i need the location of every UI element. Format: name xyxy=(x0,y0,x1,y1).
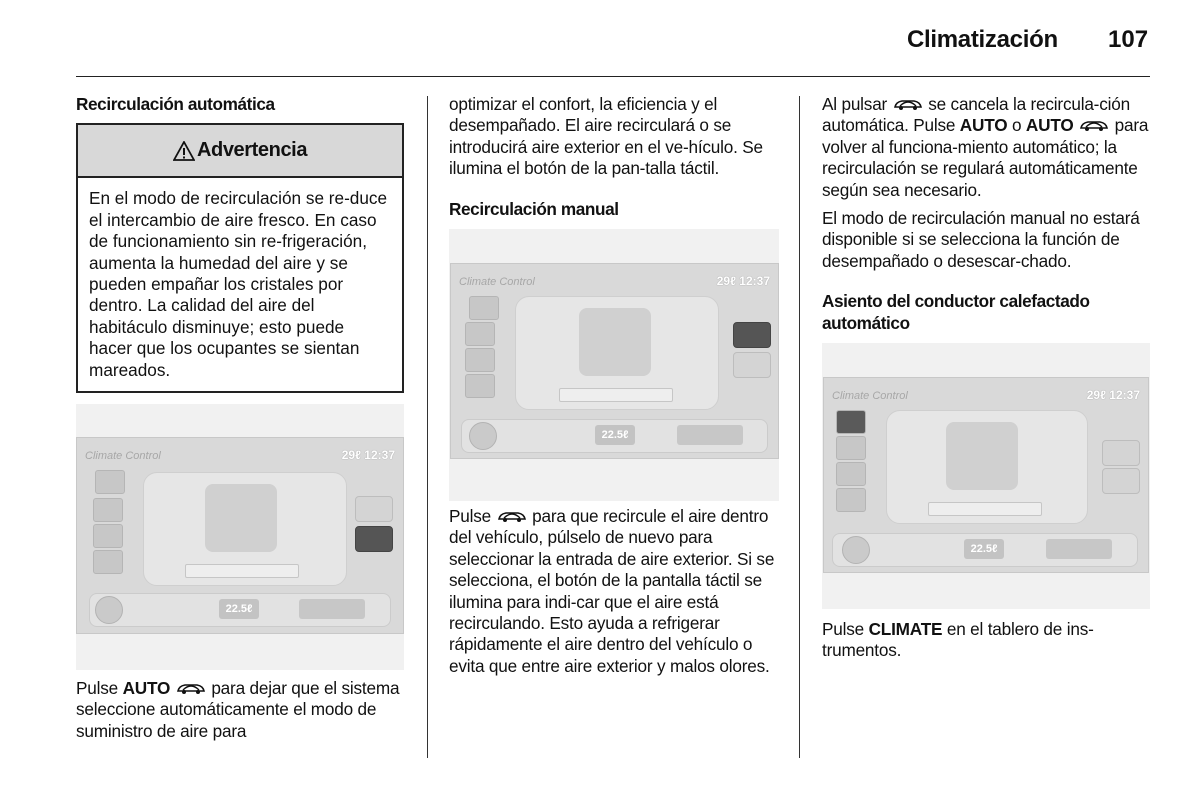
paragraph-climate xyxy=(822,619,1152,662)
fan-speed-bar xyxy=(559,388,673,402)
fan-speed-bar xyxy=(928,502,1042,516)
screen-title: Climate Control xyxy=(459,276,535,289)
climate-screen xyxy=(76,437,404,634)
power-knob xyxy=(842,536,870,564)
fan-button-1 xyxy=(465,322,495,346)
warning-triangle-icon xyxy=(173,141,195,161)
text: para que recircule el aire dentro del vehículo, púlselo de nuevo para seleccionar la entrada de aire exterior. Si se selecciona, el botón de la pantalla táctil se ilumina para indi-car que el aire está recirculando. Esto ayuda a refrigerar rápidamente el aire dentro del vehículo o evita que entre aire exterior y malos olores. xyxy=(449,506,775,676)
fan-button-2 xyxy=(836,462,866,486)
climate-screen xyxy=(823,377,1149,573)
screen-figure-seat xyxy=(822,343,1150,609)
text: Al pulsar xyxy=(822,94,892,114)
recirc-manual-button xyxy=(1102,468,1140,494)
paragraph-continuation: optimizar el confort, la eficiencia y el desempañado. El aire recirculará o se introducirá aire exterior en el ve-hículo. Se ilumina el botón de la pan-talla táctil. xyxy=(449,94,763,179)
warning-header xyxy=(78,125,402,178)
warning-title: Advertencia xyxy=(196,139,308,162)
text: Pulse xyxy=(76,678,123,699)
seat-diagram xyxy=(946,422,1018,490)
power-knob xyxy=(95,596,123,624)
fan-button-2 xyxy=(465,348,495,372)
paragraph-manual xyxy=(449,506,779,677)
settings-controls xyxy=(299,599,365,619)
recirculation-car-icon xyxy=(892,97,924,111)
text: o xyxy=(1007,115,1026,136)
fan-button-3 xyxy=(836,488,866,512)
warning-text: En el modo de recirculación se re-duce el intercambio de aire fresco. En caso de funcionamiento sin re-frigeración, aumenta la humedad del aire y se pueden empañar los cristales por dentro. La calidad del aire del habitáculo disminuye; esto puede hacer que los ocupantes se sientan mareados. xyxy=(89,188,388,380)
paragraph-manual-unavailable: El modo de recirculación manual no estará disponible si se selecciona la función de desempañado o desescar-chado. xyxy=(822,208,1140,271)
column-divider-2 xyxy=(799,96,800,758)
screen-title: Climate Control xyxy=(85,450,161,463)
fan-button-2 xyxy=(93,524,123,548)
screen-figure-manual xyxy=(449,229,779,501)
text: para volver al funciona-miento automático; la recirculación se regulará automáticamente según sea necesario. xyxy=(822,115,1149,200)
auto-label: AUTO xyxy=(1025,115,1074,136)
recirc-auto-button xyxy=(1102,440,1140,466)
temperature-display: 22.5ℓ xyxy=(964,539,1004,559)
seat-diagram xyxy=(579,308,651,376)
screen-figure-auto xyxy=(76,404,404,670)
settings-controls xyxy=(677,425,743,445)
recirculation-car-icon xyxy=(496,509,528,523)
section-heading-auto-recirc: Recirculación automática xyxy=(76,94,275,114)
recirc-manual-button xyxy=(355,526,393,552)
screen-title: Climate Control xyxy=(832,390,908,403)
fan-button-3 xyxy=(465,374,495,398)
screen-clock: 29ℓ 12:37 xyxy=(716,274,770,289)
page-number: 107 xyxy=(1108,26,1149,53)
power-knob xyxy=(469,422,497,450)
paragraph-cancel xyxy=(822,94,1152,201)
auto-label: AUTO xyxy=(122,678,171,699)
header-rule xyxy=(76,76,1150,77)
temperature-display: 22.5ℓ xyxy=(219,599,259,619)
climate-screen xyxy=(450,263,779,459)
page-header-title: Climatización xyxy=(907,26,1058,53)
recirc-auto-button xyxy=(733,352,771,378)
climate-label: CLIMATE xyxy=(868,619,943,640)
fan-button-1 xyxy=(836,436,866,460)
column-1 xyxy=(76,94,404,742)
seat-button xyxy=(469,296,499,320)
text: para dejar que el sistema seleccione automáticamente el modo de suministro de aire para xyxy=(76,678,400,741)
section-heading-heated-seat: Asiento del conductor calefactado automático xyxy=(822,291,1090,333)
column-3 xyxy=(822,94,1152,662)
auto-label: AUTO xyxy=(959,115,1008,136)
paragraph-auto xyxy=(76,678,404,742)
text: Pulse xyxy=(822,619,869,640)
temperature-display: 22.5ℓ xyxy=(595,425,635,445)
recirculation-car-icon xyxy=(175,681,207,695)
text: Pulse xyxy=(449,506,496,527)
seat-button xyxy=(95,470,125,494)
column-2 xyxy=(449,94,779,677)
fan-button-1 xyxy=(93,498,123,522)
screen-clock: 29ℓ 12:37 xyxy=(341,448,395,463)
settings-controls xyxy=(1046,539,1112,559)
fan-speed-bar xyxy=(185,564,299,578)
text: se cancela la recircula-ción automática. Pulse xyxy=(822,94,1130,136)
warning-box xyxy=(76,123,404,393)
recirc-auto-button xyxy=(355,496,393,522)
column-divider-1 xyxy=(427,96,428,758)
screen-clock: 29ℓ 12:37 xyxy=(1086,388,1140,403)
seat-button xyxy=(836,410,866,434)
seat-diagram xyxy=(205,484,277,552)
fan-button-3 xyxy=(93,550,123,574)
section-heading-manual-recirc: Recirculación manual xyxy=(449,198,619,219)
recirc-manual-button xyxy=(733,322,771,348)
text: en el tablero de ins-trumentos. xyxy=(822,619,1094,661)
recirculation-car-icon xyxy=(1078,118,1110,132)
